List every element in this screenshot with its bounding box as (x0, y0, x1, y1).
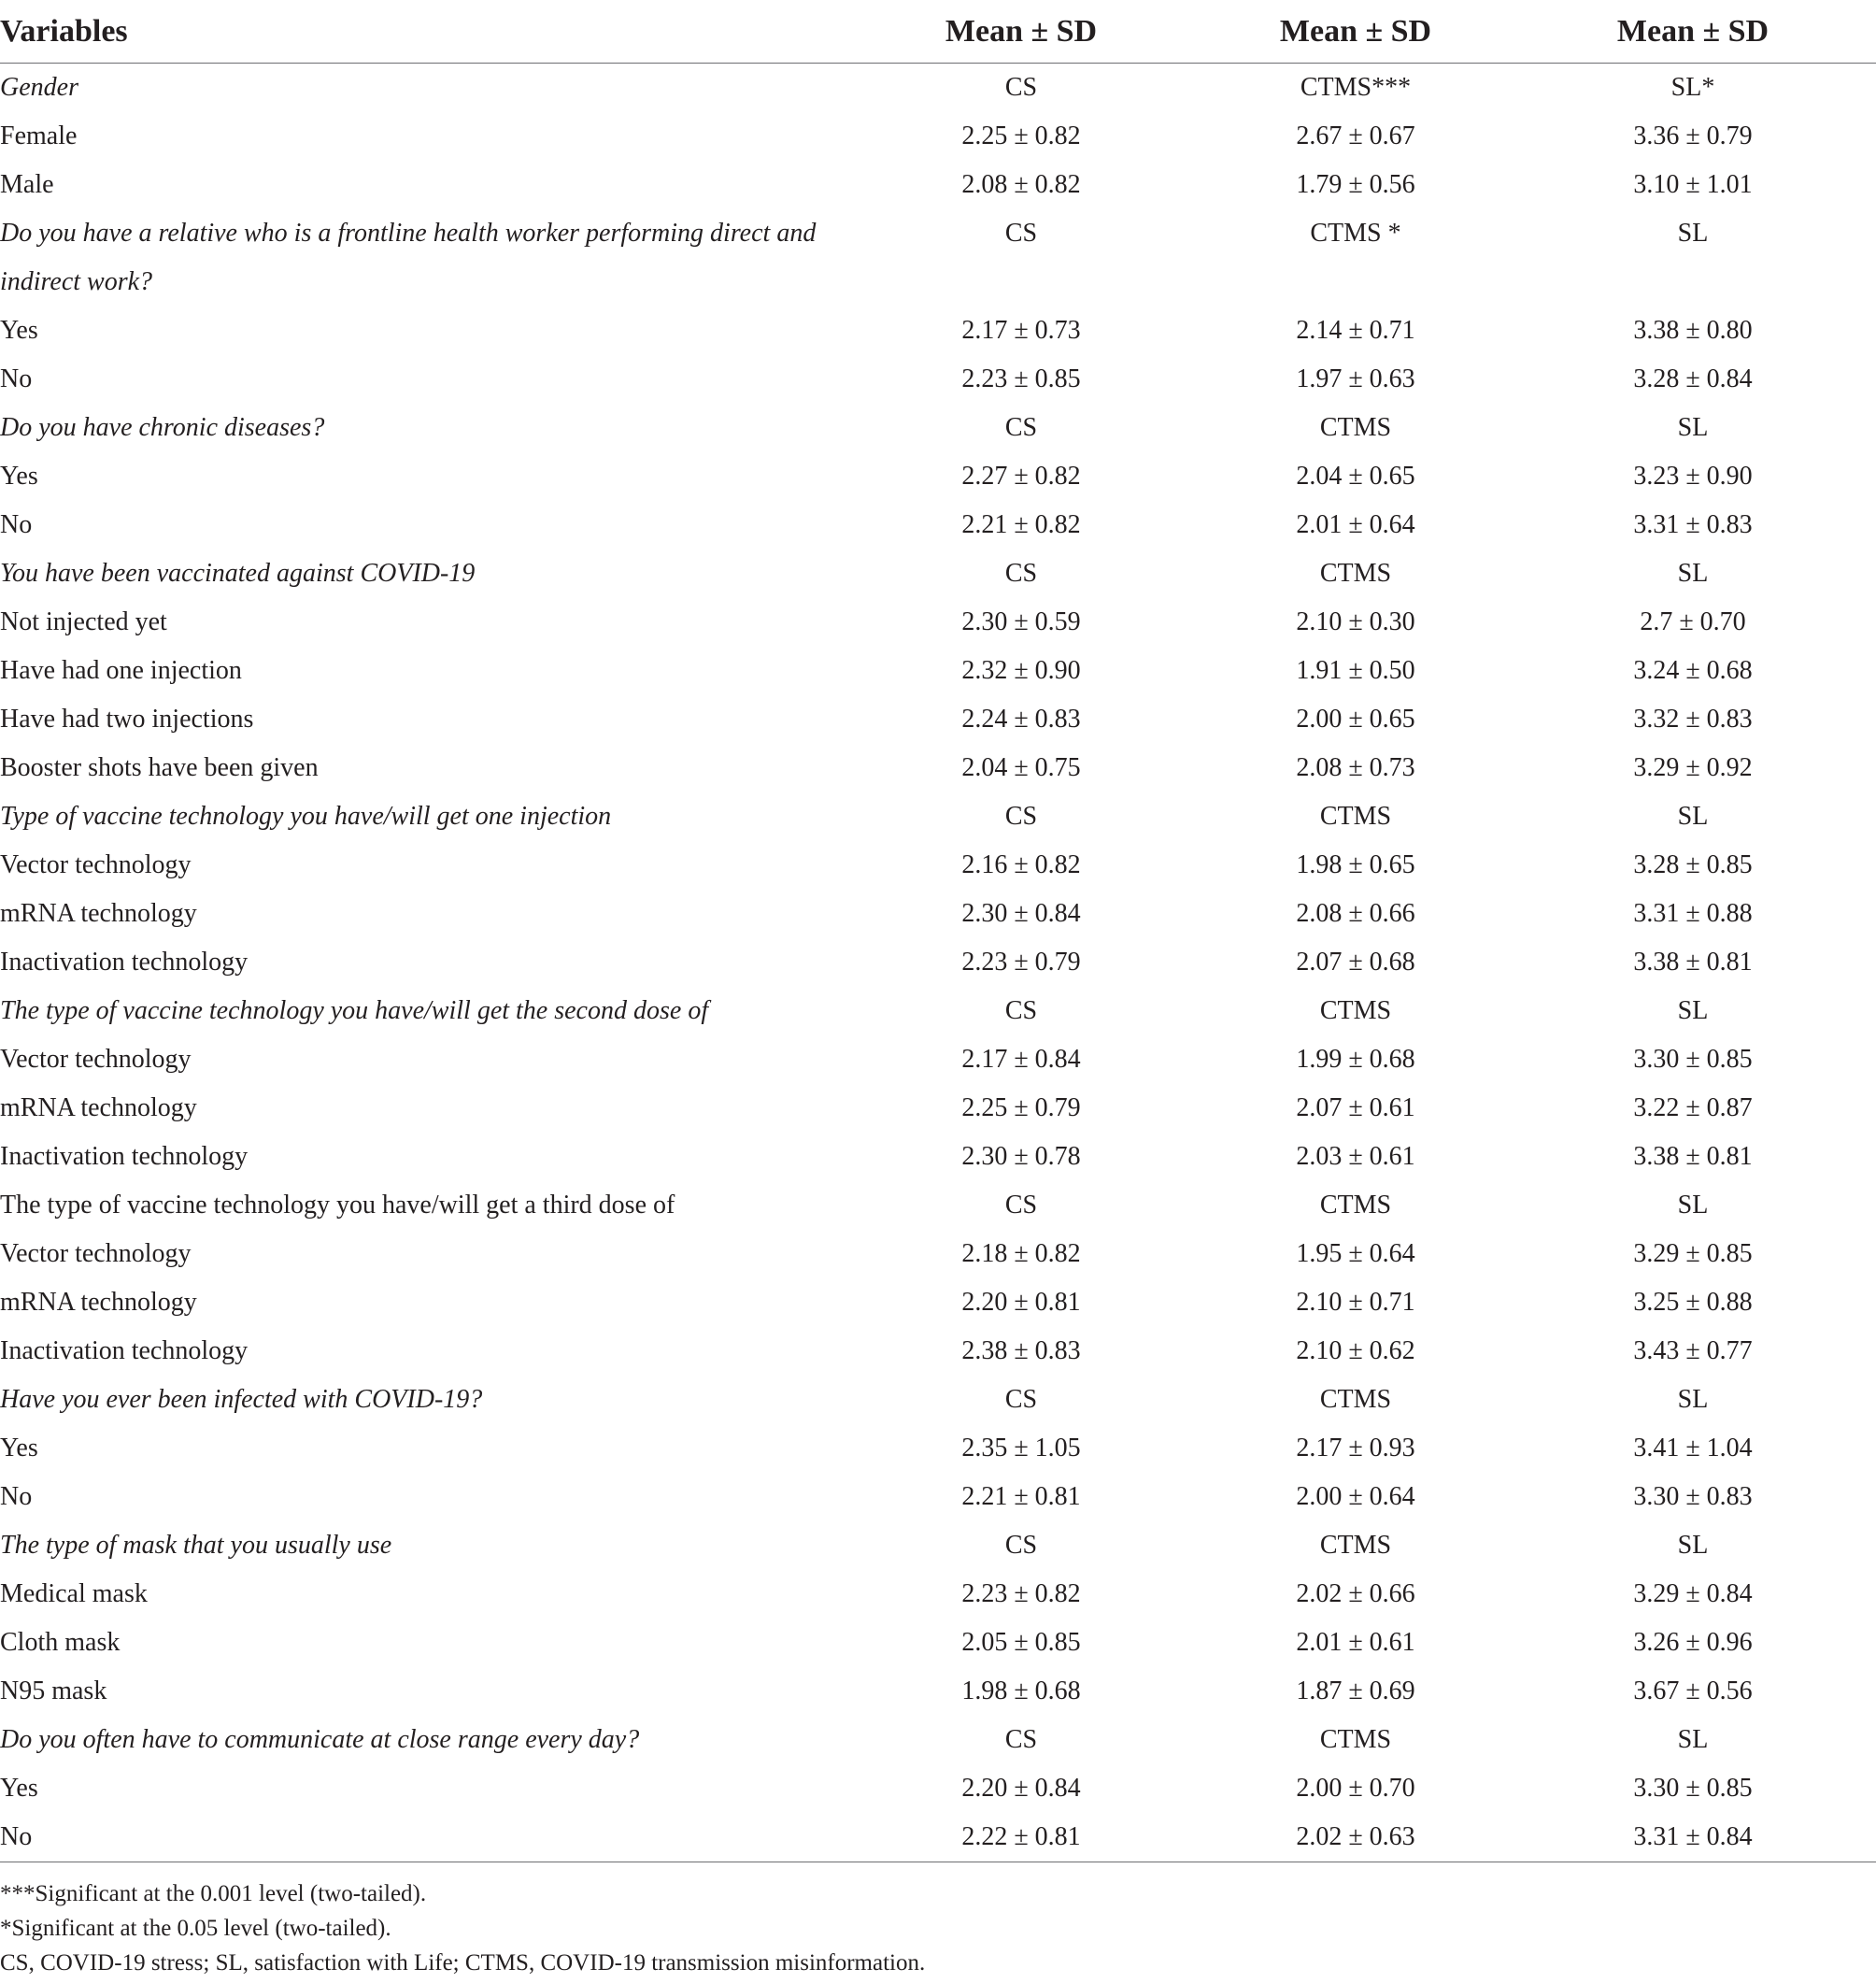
row-label: Medical mask (0, 1579, 148, 1608)
sl-cell: 3.30 ± 0.83 (1633, 1482, 1753, 1511)
table-row (0, 695, 1876, 744)
sl-cell: 3.26 ± 0.96 (1633, 1628, 1753, 1657)
cs-cell: 2.04 ± 0.75 (961, 753, 1081, 782)
ctms-cell: 2.14 ± 0.71 (1296, 316, 1415, 345)
row-label: Yes (0, 316, 38, 345)
table-row (0, 1084, 1876, 1133)
category-row-vaccinated (0, 549, 1876, 598)
sl-cell: 3.30 ± 0.85 (1633, 1045, 1753, 1074)
cs-cell: 2.30 ± 0.84 (961, 899, 1081, 928)
ctms-cell: 1.91 ± 0.50 (1296, 656, 1415, 685)
ctms-cell: CTMS (1319, 1725, 1392, 1754)
sl-cell: 3.29 ± 0.84 (1633, 1579, 1753, 1608)
table-row (0, 355, 1876, 404)
table-row (0, 1230, 1876, 1278)
row-label: Yes (0, 1774, 38, 1803)
category-row-mask-type (0, 1521, 1876, 1570)
cs-cell: 2.23 ± 0.82 (961, 1579, 1081, 1608)
cs-cell: 2.22 ± 0.81 (841, 1813, 1201, 1862)
cs-cell: 2.23 ± 0.85 (961, 364, 1081, 393)
row-label: Vector technology (0, 850, 192, 879)
sl-cell: 2.7 ± 0.70 (1640, 607, 1746, 636)
ctms-cell: 2.03 ± 0.61 (1296, 1142, 1415, 1171)
cs-cell: CS (1004, 73, 1038, 102)
category-row-third-dose-technology (0, 1181, 1876, 1230)
ctms-cell: 2.01 ± 0.64 (1296, 510, 1415, 539)
ctms-cell: 2.17 ± 0.93 (1296, 1434, 1415, 1462)
sl-cell: 3.41 ± 1.04 (1633, 1434, 1753, 1462)
ctms-cell: 2.08 ± 0.66 (1296, 899, 1415, 928)
row-label: Have had one injection (0, 656, 242, 685)
header-variables: Variables (0, 0, 841, 64)
cs-cell: CS (1004, 1531, 1038, 1560)
sl-cell: SL (1677, 802, 1709, 831)
ctms-cell: CTMS (1319, 1191, 1392, 1220)
table-row (0, 161, 1876, 209)
sl-cell: SL (1677, 559, 1709, 588)
cs-cell: CS (1004, 1191, 1038, 1220)
cs-cell: 2.30 ± 0.78 (961, 1142, 1081, 1171)
sl-cell: 3.24 ± 0.68 (1633, 656, 1753, 685)
cs-cell: 2.20 ± 0.81 (961, 1288, 1081, 1317)
row-label: You have been vaccinated against COVID-19 (0, 559, 476, 588)
sl-cell: 3.43 ± 0.77 (1633, 1336, 1753, 1365)
row-label: Male (0, 170, 54, 199)
cs-cell: 2.30 ± 0.59 (961, 607, 1081, 636)
table-row (0, 112, 1876, 161)
sl-cell: SL (1677, 1725, 1709, 1754)
table-row (0, 938, 1876, 987)
cs-cell: 2.17 ± 0.73 (961, 316, 1081, 345)
ctms-cell: 2.10 ± 0.30 (1296, 607, 1415, 636)
cs-cell: 2.18 ± 0.82 (961, 1239, 1081, 1268)
ctms-cell: 2.10 ± 0.62 (1296, 1336, 1415, 1365)
row-label: Gender (0, 73, 78, 102)
cs-cell: CS (1004, 802, 1038, 831)
header-cs-mean-sd: Mean ± SD (841, 0, 1201, 64)
ctms-cell: 2.00 ± 0.65 (1296, 705, 1415, 734)
ctms-cell: CTMS * (1310, 219, 1401, 248)
row-label: Have had two injections (0, 705, 254, 734)
ctms-cell: CTMS (1319, 1385, 1392, 1414)
table-row (0, 1813, 1876, 1862)
ctms-cell: 2.00 ± 0.70 (1296, 1774, 1415, 1803)
table-row (0, 890, 1876, 938)
ctms-cell: 1.87 ± 0.69 (1296, 1676, 1415, 1705)
row-label: Type of vaccine technology you have/will get one injection (0, 802, 612, 831)
cs-cell: 2.25 ± 0.79 (961, 1093, 1081, 1122)
ctms-cell: CTMS (1319, 1531, 1392, 1560)
row-label: Not injected yet (0, 607, 167, 636)
sl-cell: 3.31 ± 0.88 (1633, 899, 1753, 928)
sl-cell: 3.31 ± 0.83 (1633, 510, 1753, 539)
ctms-cell: CTMS (1319, 802, 1392, 831)
row-label: No (0, 510, 33, 539)
row-label: The type of mask that you usually use (0, 1531, 392, 1560)
row-label: Have you ever been infected with COVID-19? (0, 1385, 483, 1414)
table-row (0, 452, 1876, 501)
table-row (0, 744, 1876, 792)
ctms-cell: 1.79 ± 0.56 (1296, 170, 1415, 199)
row-label: Vector technology (0, 1045, 192, 1074)
ctms-cell: 2.02 ± 0.63 (1201, 1813, 1510, 1862)
sl-cell: SL (1677, 1531, 1709, 1560)
table-row (0, 598, 1876, 647)
row-label: No (0, 364, 33, 393)
header-ctms-mean-sd: Mean ± SD (1201, 0, 1510, 64)
row-label: The type of vaccine technology you have/will get the second dose of (0, 996, 709, 1025)
sl-cell: SL (1677, 413, 1709, 442)
category-row-close-range-communication (0, 1716, 1876, 1764)
sl-cell: SL (1677, 219, 1709, 248)
table-row (0, 1327, 1876, 1376)
row-label: Booster shots have been given (0, 753, 319, 782)
table-row (0, 1667, 1876, 1716)
sl-cell: 3.36 ± 0.79 (1633, 121, 1753, 150)
sl-cell: SL (1677, 996, 1709, 1025)
row-label: N95 mask (0, 1676, 107, 1705)
ctms-cell: CTMS (1319, 413, 1392, 442)
sl-cell: 3.29 ± 0.92 (1633, 753, 1753, 782)
row-label: Inactivation technology (0, 1336, 249, 1365)
header-sl-mean-sd: Mean ± SD (1510, 0, 1876, 64)
sl-cell: SL (1677, 1191, 1709, 1220)
row-label: Cloth mask (0, 1628, 121, 1657)
footnote-significance-005: *Significant at the 0.05 level (two-tailed). (0, 1916, 391, 1941)
table-row (0, 1424, 1876, 1473)
sl-cell: 3.38 ± 0.81 (1633, 948, 1753, 977)
sl-cell: 3.29 ± 0.85 (1633, 1239, 1753, 1268)
cs-cell: 1.98 ± 0.68 (961, 1676, 1081, 1705)
sl-cell: 3.10 ± 1.01 (1633, 170, 1753, 199)
cs-cell: 2.38 ± 0.83 (961, 1336, 1081, 1365)
table-row (0, 1278, 1876, 1327)
sl-cell: 3.25 ± 0.88 (1633, 1288, 1753, 1317)
cs-cell: 2.16 ± 0.82 (961, 850, 1081, 879)
ctms-cell: 1.98 ± 0.65 (1296, 850, 1415, 879)
cs-cell: 2.08 ± 0.82 (961, 170, 1081, 199)
table-row (0, 1764, 1876, 1813)
ctms-cell: 1.95 ± 0.64 (1296, 1239, 1415, 1268)
table-row (0, 1133, 1876, 1181)
footnote-abbreviations: CS, COVID-19 stress; SL, satisfaction with Life; CTMS, COVID-19 transmission misinformation. (0, 1950, 926, 1976)
table-row (0, 1035, 1876, 1084)
row-label: Inactivation technology (0, 1142, 249, 1171)
cs-cell: 2.21 ± 0.81 (961, 1482, 1081, 1511)
row-label: Vector technology (0, 1239, 192, 1268)
ctms-cell: 2.01 ± 0.61 (1296, 1628, 1415, 1657)
cs-cell: 2.23 ± 0.79 (961, 948, 1081, 977)
cs-cell: CS (1004, 559, 1038, 588)
ctms-cell: CTMS (1319, 996, 1392, 1025)
sl-cell: 3.23 ± 0.90 (1633, 462, 1753, 491)
row-label: No (0, 1482, 33, 1511)
category-row-chronic-diseases (0, 404, 1876, 452)
cs-cell: CS (1004, 1725, 1038, 1754)
row-label: Do you often have to communicate at close range every day? (0, 1725, 640, 1754)
cs-cell: CS (1004, 413, 1038, 442)
sl-cell: 3.38 ± 0.81 (1633, 1142, 1753, 1171)
sl-cell: 3.22 ± 0.87 (1633, 1093, 1753, 1122)
footnote-significance-001: ***Significant at the 0.001 level (two-tailed). (0, 1881, 427, 1906)
cs-cell: 2.32 ± 0.90 (961, 656, 1081, 685)
row-label: Yes (0, 1434, 38, 1462)
row-label: Female (0, 121, 78, 150)
table-footnotes (0, 1876, 1876, 1980)
sl-cell: 3.38 ± 0.80 (1633, 316, 1753, 345)
table-row (0, 1473, 1876, 1521)
cs-cell: 2.35 ± 1.05 (961, 1434, 1081, 1462)
category-row-infected (0, 1376, 1876, 1424)
header-row (0, 0, 1876, 64)
table-row (0, 1570, 1876, 1619)
row-label: mRNA technology (0, 1288, 197, 1317)
cs-cell: 2.27 ± 0.82 (961, 462, 1081, 491)
cs-cell: 2.25 ± 0.82 (961, 121, 1081, 150)
cs-cell: CS (1004, 219, 1038, 248)
cs-cell: CS (1004, 1385, 1038, 1414)
table-row (0, 501, 1876, 549)
ctms-cell: 2.08 ± 0.73 (1296, 753, 1415, 782)
row-label: No (0, 1813, 841, 1862)
ctms-cell: 2.67 ± 0.67 (1296, 121, 1415, 150)
cs-cell: 2.21 ± 0.82 (961, 510, 1081, 539)
row-label: The type of vaccine technology you have/will get a third dose of (0, 1191, 675, 1220)
ctms-cell: 2.07 ± 0.68 (1296, 948, 1415, 977)
row-label: mRNA technology (0, 899, 197, 928)
cs-cell: 2.17 ± 0.84 (961, 1045, 1081, 1074)
table-row (0, 307, 1876, 355)
sl-cell: SL (1677, 1385, 1709, 1414)
cs-cell: CS (1004, 996, 1038, 1025)
sl-cell: 3.28 ± 0.85 (1633, 850, 1753, 879)
ctms-cell: 1.97 ± 0.63 (1296, 364, 1415, 393)
sl-cell: 3.30 ± 0.85 (1633, 1774, 1753, 1803)
cs-cell: 2.24 ± 0.83 (961, 705, 1081, 734)
category-row-first-dose-technology (0, 792, 1876, 841)
ctms-cell: 2.00 ± 0.64 (1296, 1482, 1415, 1511)
ctms-cell: 1.99 ± 0.68 (1296, 1045, 1415, 1074)
row-label: mRNA technology (0, 1093, 197, 1122)
table-row (0, 647, 1876, 695)
row-label: Do you have a relative who is a frontline health worker performing direct and indirect work? (0, 219, 817, 296)
sl-cell: 3.32 ± 0.83 (1633, 705, 1753, 734)
ctms-cell: 2.04 ± 0.65 (1296, 462, 1415, 491)
ctms-cell: 2.02 ± 0.66 (1296, 1579, 1415, 1608)
category-row-gender (0, 64, 1876, 113)
ctms-cell: CTMS*** (1300, 73, 1412, 102)
category-row-relative-health-worker (0, 209, 1876, 307)
sl-cell: SL* (1670, 73, 1715, 102)
cs-cell: 2.05 ± 0.85 (961, 1628, 1081, 1657)
table-row (0, 1619, 1876, 1667)
ctms-cell: CTMS (1319, 559, 1392, 588)
sl-cell: 3.31 ± 0.84 (1510, 1813, 1876, 1862)
ctms-cell: 2.10 ± 0.71 (1296, 1288, 1415, 1317)
table-row (0, 841, 1876, 890)
row-label: Inactivation technology (0, 948, 249, 977)
category-row-second-dose-technology (0, 987, 1876, 1035)
sl-cell: 3.28 ± 0.84 (1633, 364, 1753, 393)
ctms-cell: 2.07 ± 0.61 (1296, 1093, 1415, 1122)
row-label: Yes (0, 462, 38, 491)
row-label: Do you have chronic diseases? (0, 413, 325, 442)
sl-cell: 3.67 ± 0.56 (1633, 1676, 1753, 1705)
cs-cell: 2.20 ± 0.84 (961, 1774, 1081, 1803)
